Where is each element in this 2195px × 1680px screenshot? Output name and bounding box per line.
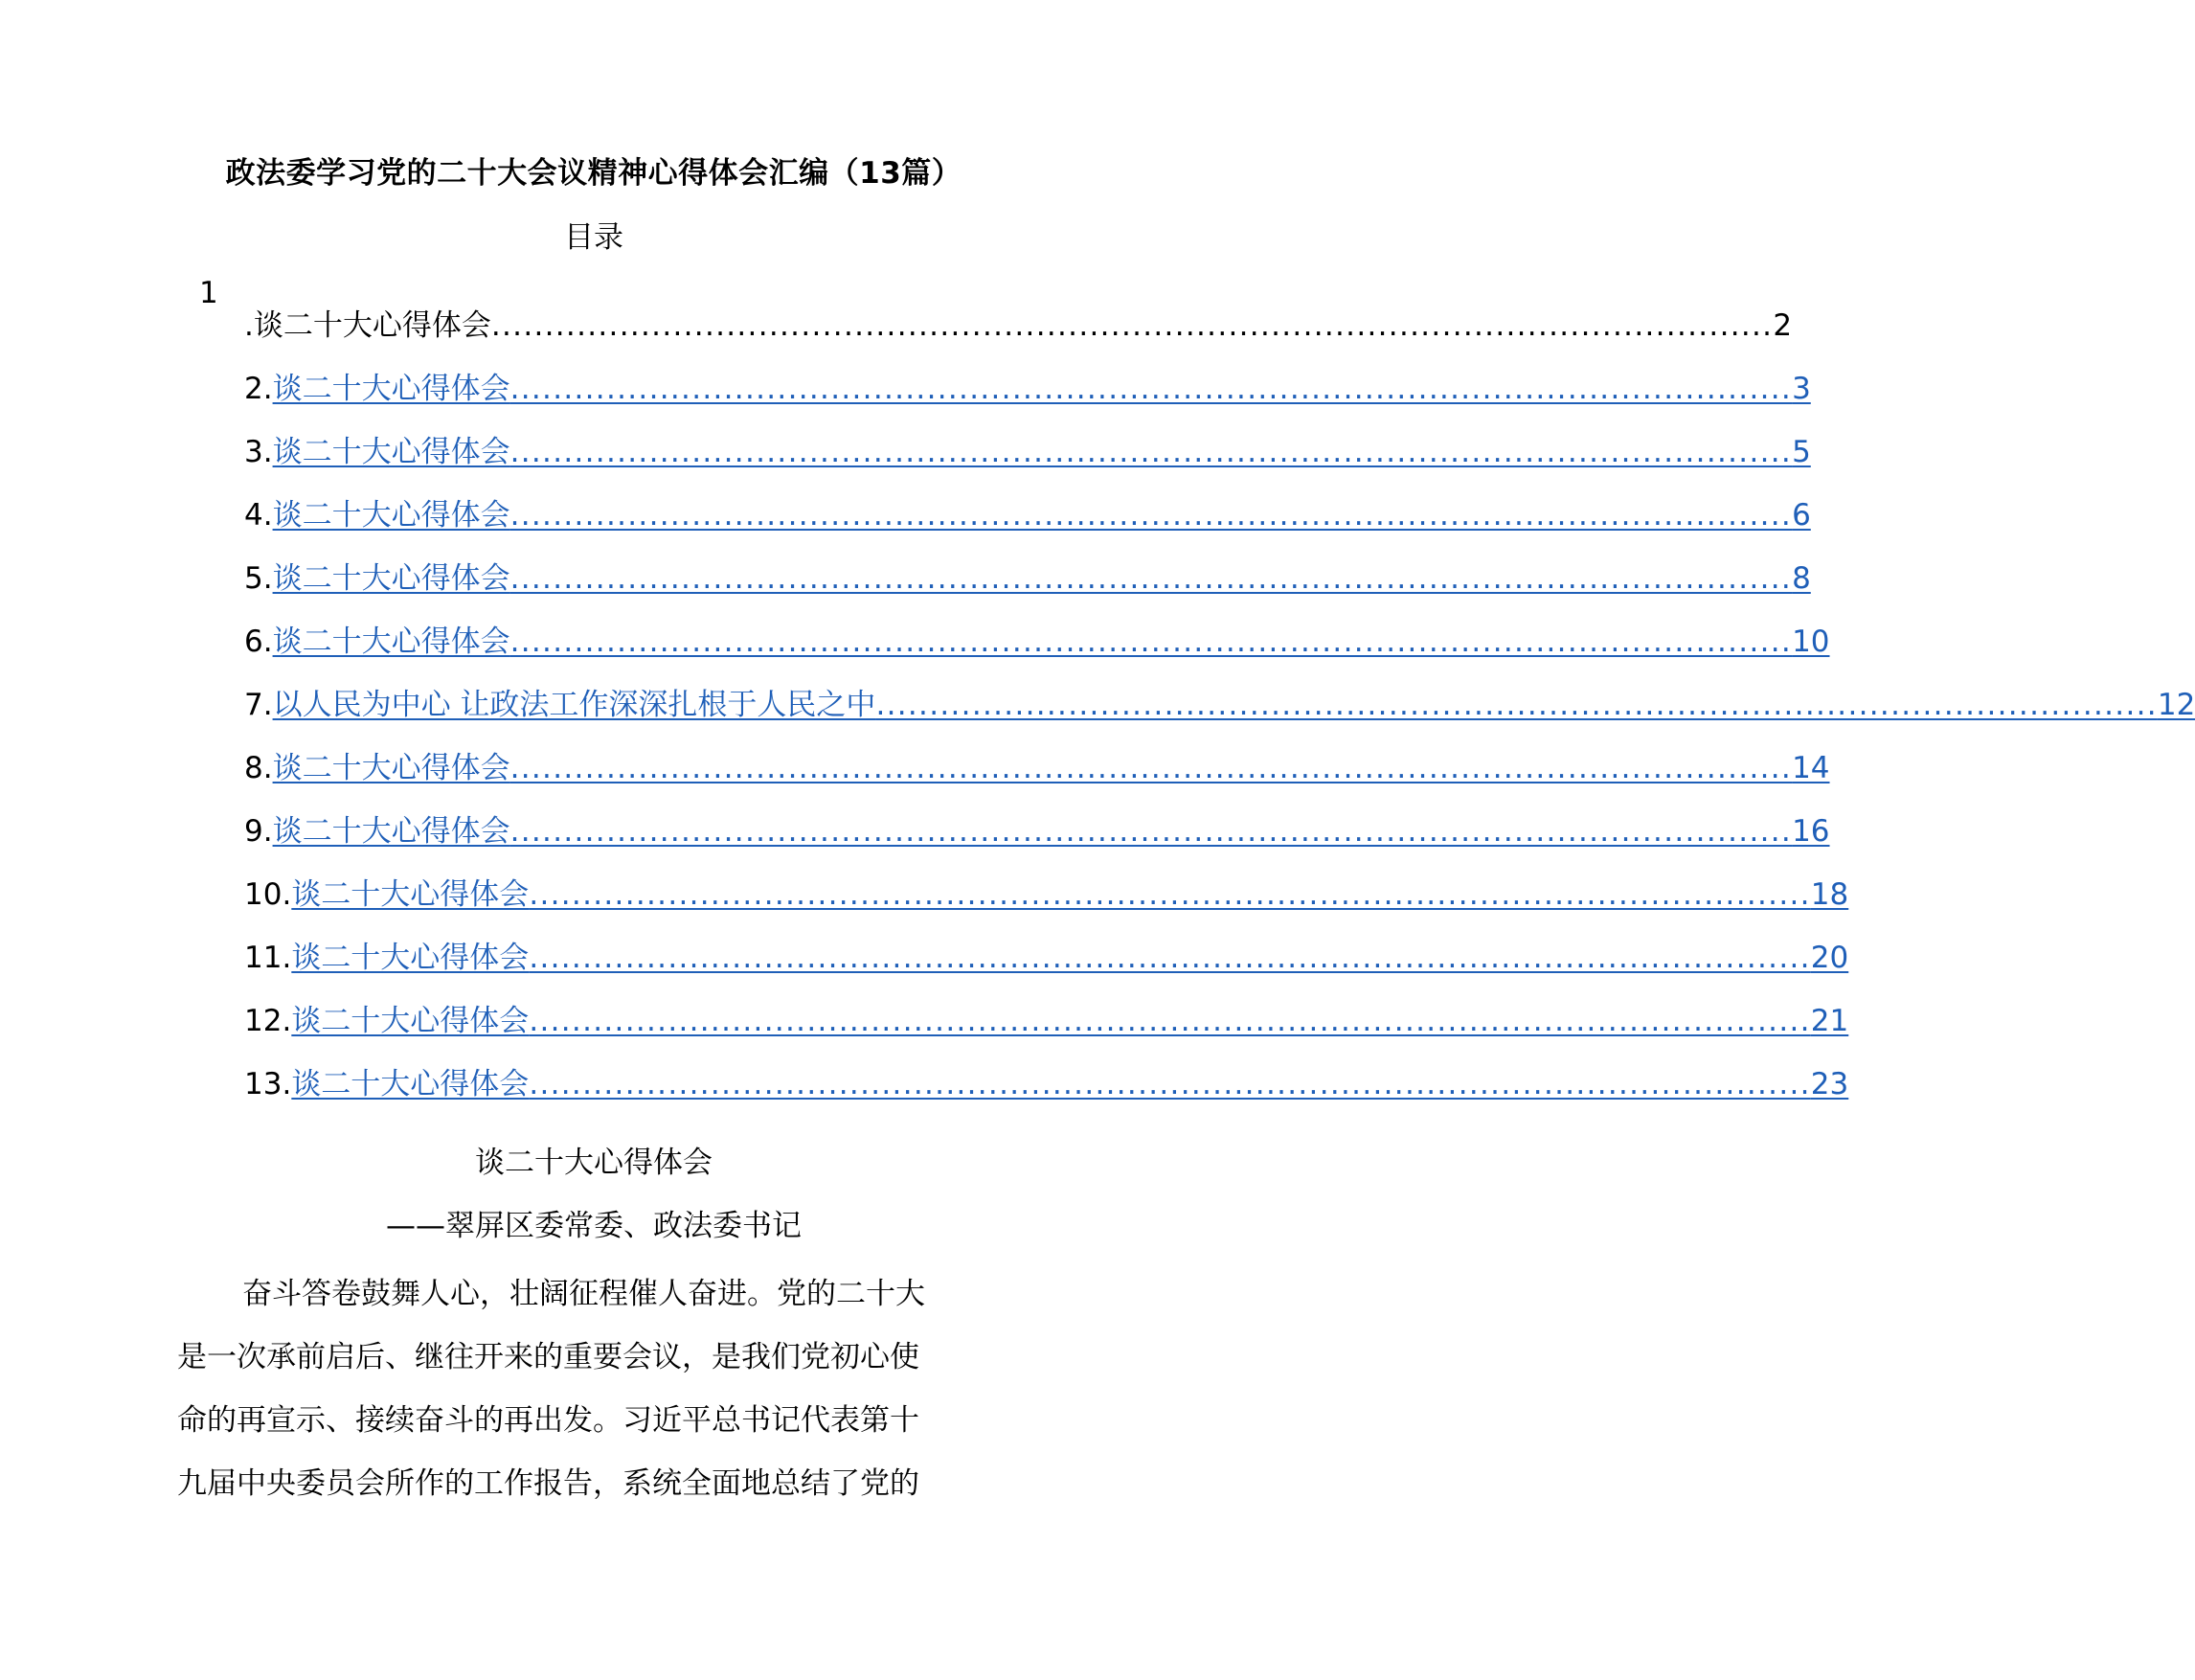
toc-entry: [244, 996, 1849, 1038]
toc-leader-dots: ........................................................................................................................: [875, 688, 2158, 722]
toc-heading: 目录: [564, 220, 623, 255]
toc-entry-page: 12: [2157, 688, 2195, 722]
toc-entry: [244, 617, 1830, 659]
toc-entry: [244, 743, 1830, 785]
toc-entry-text: 谈二十大心得体会: [272, 435, 510, 469]
article-title: 谈二十大心得体会: [475, 1146, 713, 1180]
toc-entry-link[interactable]: [273, 617, 1830, 660]
toc-entry-link[interactable]: [273, 743, 1830, 786]
toc-entry-number: 5.: [244, 561, 273, 596]
toc-leader-dots: ........................................................................................................................: [509, 372, 1793, 406]
toc-entry-page: 20: [1810, 941, 1849, 975]
toc-entry-link[interactable]: [273, 680, 2195, 723]
toc-entry-number: 3.: [244, 435, 273, 469]
toc-leader-dots: ........................................................................................................................: [529, 1004, 1811, 1038]
toc-entry-number: 8.: [244, 751, 273, 785]
toc-entry-page: 10: [1792, 624, 1830, 659]
toc-entry-link[interactable]: [273, 806, 1830, 850]
toc-entry-number: 9.: [244, 814, 273, 849]
toc-entry-page: 16: [1792, 814, 1830, 849]
toc-entry-text: 谈二十大心得体会: [272, 624, 510, 659]
toc-entry-page: 18: [1810, 877, 1849, 912]
toc-entry-link[interactable]: [273, 364, 1811, 407]
toc-entry: [244, 933, 1849, 975]
toc-entry-number: 7.: [244, 688, 273, 722]
toc-entry: [244, 490, 1811, 533]
toc-entry-text: 以人民为中心 让政法工作深深扎根于人民之中: [272, 688, 876, 722]
toc-entry: [244, 680, 2195, 722]
toc-entry-text: 谈二十大心得体会: [272, 498, 510, 533]
article-body: [177, 1262, 1010, 1515]
toc-entry-text: 谈二十大心得体会: [272, 751, 510, 785]
toc-entry-link[interactable]: [291, 1059, 1848, 1102]
toc-leader-dots: ........................................................................................................................: [509, 751, 1793, 785]
toc-entry: [244, 301, 1793, 343]
toc-entry-number: 13.: [244, 1067, 292, 1101]
toc-entry-link[interactable]: [273, 490, 1811, 534]
document-title: 政法委学习党的二十大会议精神心得体会汇编（13篇）: [225, 156, 962, 191]
toc-entry-link[interactable]: [291, 996, 1848, 1039]
toc-entry-page: 21: [1810, 1004, 1849, 1038]
toc-entry: [244, 554, 1811, 596]
toc-entry-page: 23: [1810, 1067, 1849, 1101]
toc-leader-dots: ........................................................................................................................: [529, 877, 1811, 912]
toc-entry-text: 谈二十大心得体会: [272, 814, 510, 849]
toc-leader-dots: ........................................................................................................................: [509, 561, 1793, 596]
toc-entry-link[interactable]: [273, 427, 1811, 470]
toc-leader-dots: ........................................................................................................................: [509, 814, 1793, 849]
toc-stray-number: 1: [199, 276, 218, 310]
toc-entry-link[interactable]: [273, 554, 1811, 597]
toc-entry-number: 10.: [244, 877, 292, 912]
toc-entry-text: 谈二十大心得体会: [272, 372, 510, 406]
toc-entry-text: .谈二十大心得体会: [244, 308, 491, 343]
toc-entry: [244, 806, 1830, 849]
toc-entry-page: 5: [1792, 435, 1811, 469]
body-line: 九届中央委员会所作的工作报告，系统全面地总结了党的: [177, 1466, 919, 1501]
toc-entry-page: 14: [1792, 751, 1830, 785]
article-author: ——翠屏区委常委、政法委书记: [386, 1209, 802, 1243]
body-line: 命的再宣示、接续奋斗的再出发。习近平总书记代表第十: [177, 1403, 919, 1438]
toc-entry-page: 2: [1773, 308, 1793, 343]
toc-entry-text: 谈二十大心得体会: [291, 877, 530, 912]
toc-entry-link[interactable]: [291, 933, 1848, 976]
toc-entry-link: [244, 301, 1792, 344]
toc-entry: [244, 870, 1849, 912]
toc-entry: [244, 1059, 1849, 1101]
toc-leader-dots: ........................................................................................................................: [509, 435, 1793, 469]
toc-entry-text: 谈二十大心得体会: [272, 561, 510, 596]
body-line: 是一次承前启后、继往开来的重要会议，是我们党初心使: [177, 1340, 919, 1374]
toc-entry-text: 谈二十大心得体会: [291, 1067, 530, 1101]
toc-leader-dots: ........................................................................................................................: [509, 624, 1793, 659]
toc-entry-text: 谈二十大心得体会: [291, 1004, 530, 1038]
toc-entry-text: 谈二十大心得体会: [291, 941, 530, 975]
toc-entry-number: 12.: [244, 1004, 292, 1038]
toc-entry-number: 4.: [244, 498, 273, 533]
toc-entry: [244, 427, 1811, 469]
toc-leader-dots: ........................................................................................................................: [529, 1067, 1811, 1101]
body-line: 奋斗答卷鼓舞人心，壮阔征程催人奋进。党的二十大: [242, 1277, 925, 1311]
toc-entry: [244, 364, 1811, 406]
toc-entry-page: 8: [1792, 561, 1811, 596]
toc-entry-page: 6: [1792, 498, 1811, 533]
toc-entry-number: 2.: [244, 372, 273, 406]
toc-leader-dots: ........................................................................................................................: [529, 941, 1811, 975]
toc-leader-dots: ........................................................................................................................: [509, 498, 1793, 533]
toc-entry-link[interactable]: [291, 870, 1848, 913]
toc-entry-number: 6.: [244, 624, 273, 659]
toc-entry-page: 3: [1792, 372, 1811, 406]
toc-entry-number: 11.: [244, 941, 292, 975]
toc-leader-dots: ........................................................................................................................: [490, 308, 1774, 343]
